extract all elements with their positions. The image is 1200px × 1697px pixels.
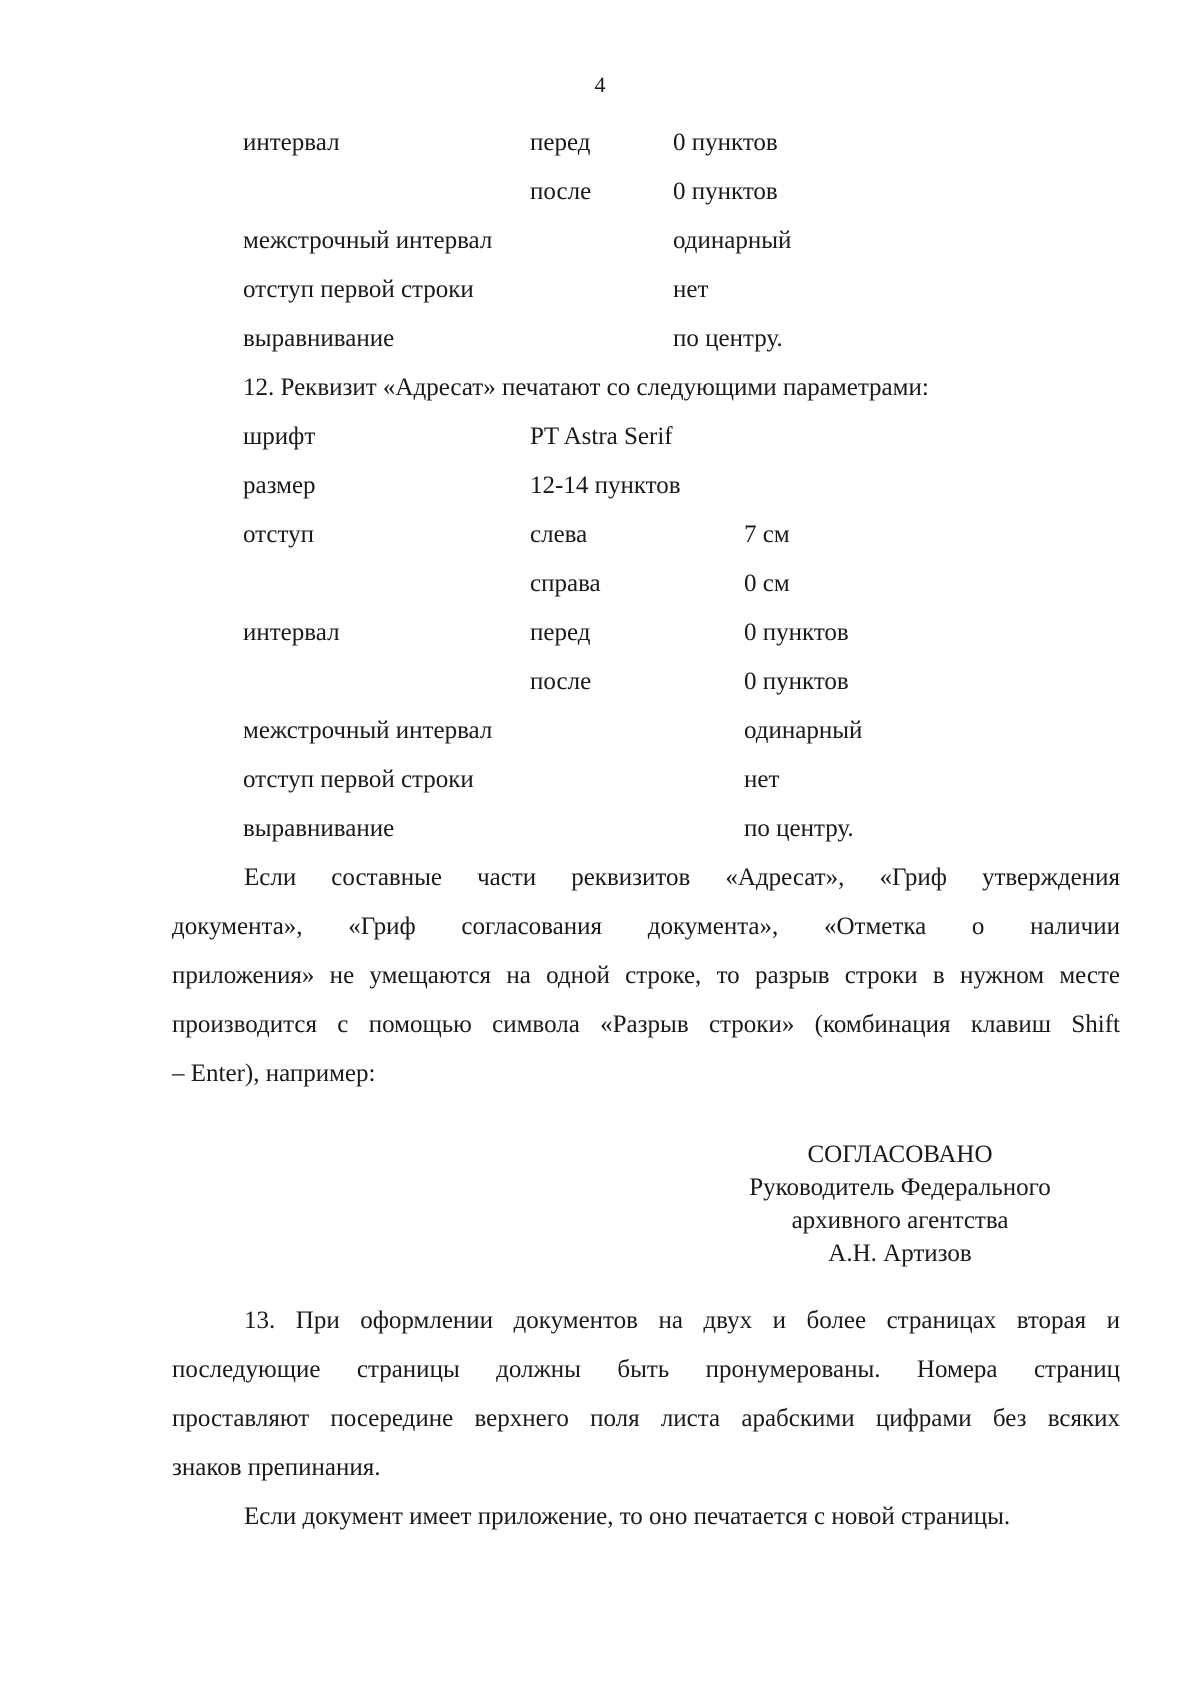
paragraph-line: проставляют посередине верхнего поля листа арабскими цифрами без всяких (172, 1405, 1120, 1432)
table2-row9-value: по центру. (744, 815, 854, 842)
table1-row4-value: нет (673, 276, 709, 303)
table2-row8-label: отступ первой строки (243, 766, 474, 793)
table1-row3-value: одинарный (673, 227, 792, 254)
table2-row4-sub: справа (530, 570, 601, 597)
paragraph-line: производится с помощью символа «Разрыв строки» (комбинация клавиш Shift (172, 1011, 1120, 1038)
table2-row2-label: размер (243, 472, 316, 499)
table2-row8-value: нет (744, 766, 780, 793)
table2-row6-value: 0 пунктов (744, 668, 849, 695)
page-number: 4 (594, 72, 606, 97)
table1-row4-label: отступ первой строки (243, 276, 474, 303)
table2-row6-sub: после (530, 668, 592, 695)
item-13-paragraph (172, 1296, 1120, 1492)
table1-row2-sub: после (530, 178, 592, 205)
table2-row1-sub: PT Astra Serif (530, 423, 673, 450)
table2-row2-sub: 12-14 пунктов (530, 472, 681, 499)
attachment-paragraph (172, 1492, 1120, 1541)
table2-row3-sub: слева (530, 521, 588, 548)
paragraph-line: – Enter), например: (172, 1060, 376, 1087)
table1-row1-sub: перед (530, 129, 591, 156)
stamp-signatory: А.Н. Артизов (828, 1240, 972, 1267)
paragraph-line: последующие страницы должны быть пронумерованы. Номера страниц (172, 1356, 1120, 1383)
table2-row4-value: 0 см (744, 570, 790, 597)
table2-row3-label: отступ (243, 521, 314, 548)
approval-stamp-example (700, 1138, 1100, 1270)
paragraph-line: документа», «Гриф согласования документа», «Отметка о наличии (172, 913, 1120, 940)
stamp-title: СОГЛАСОВАНО (807, 1141, 993, 1168)
stamp-position: Руководитель Федерального (749, 1174, 1051, 1201)
table2-row1-label: шрифт (243, 423, 316, 450)
table2-row5-sub: перед (530, 619, 591, 646)
table2-row5-value: 0 пунктов (744, 619, 849, 646)
table2-row7-label: межстрочный интервал (243, 717, 493, 744)
table1-row1-value: 0 пунктов (673, 129, 778, 156)
paragraph-line: приложения» не умещаются на одной строке, то разрыв строки в нужном месте (172, 962, 1120, 989)
table2-row7-value: одинарный (744, 717, 863, 744)
table2-row5-label: интервал (243, 619, 340, 646)
linebreak-paragraph (172, 853, 1120, 1098)
paragraph-line: 13. При оформлении документов на двух и более страницах вторая и (244, 1307, 1120, 1334)
paragraph-line: Если составные части реквизитов «Адресат», «Гриф утверждения (244, 864, 1120, 891)
stamp-organization: архивного агентства (791, 1207, 1009, 1234)
paragraph-line: знаков препинания. (172, 1454, 381, 1481)
table1-row5-label: выравнивание (243, 325, 395, 352)
item-12-heading: 12. Реквизит «Адресат» печатают со следующими параметрами: (243, 374, 929, 401)
table1-row1-label: интервал (243, 129, 340, 156)
table2-row9-label: выравнивание (243, 815, 395, 842)
table2-row3-value: 7 см (744, 521, 790, 548)
table1-row5-value: по центру. (673, 325, 783, 352)
paragraph-line: Если документ имеет приложение, то оно печатается с новой страницы. (244, 1503, 1011, 1530)
table1-row2-value: 0 пунктов (673, 178, 778, 205)
table1-row3-label: межстрочный интервал (243, 227, 493, 254)
